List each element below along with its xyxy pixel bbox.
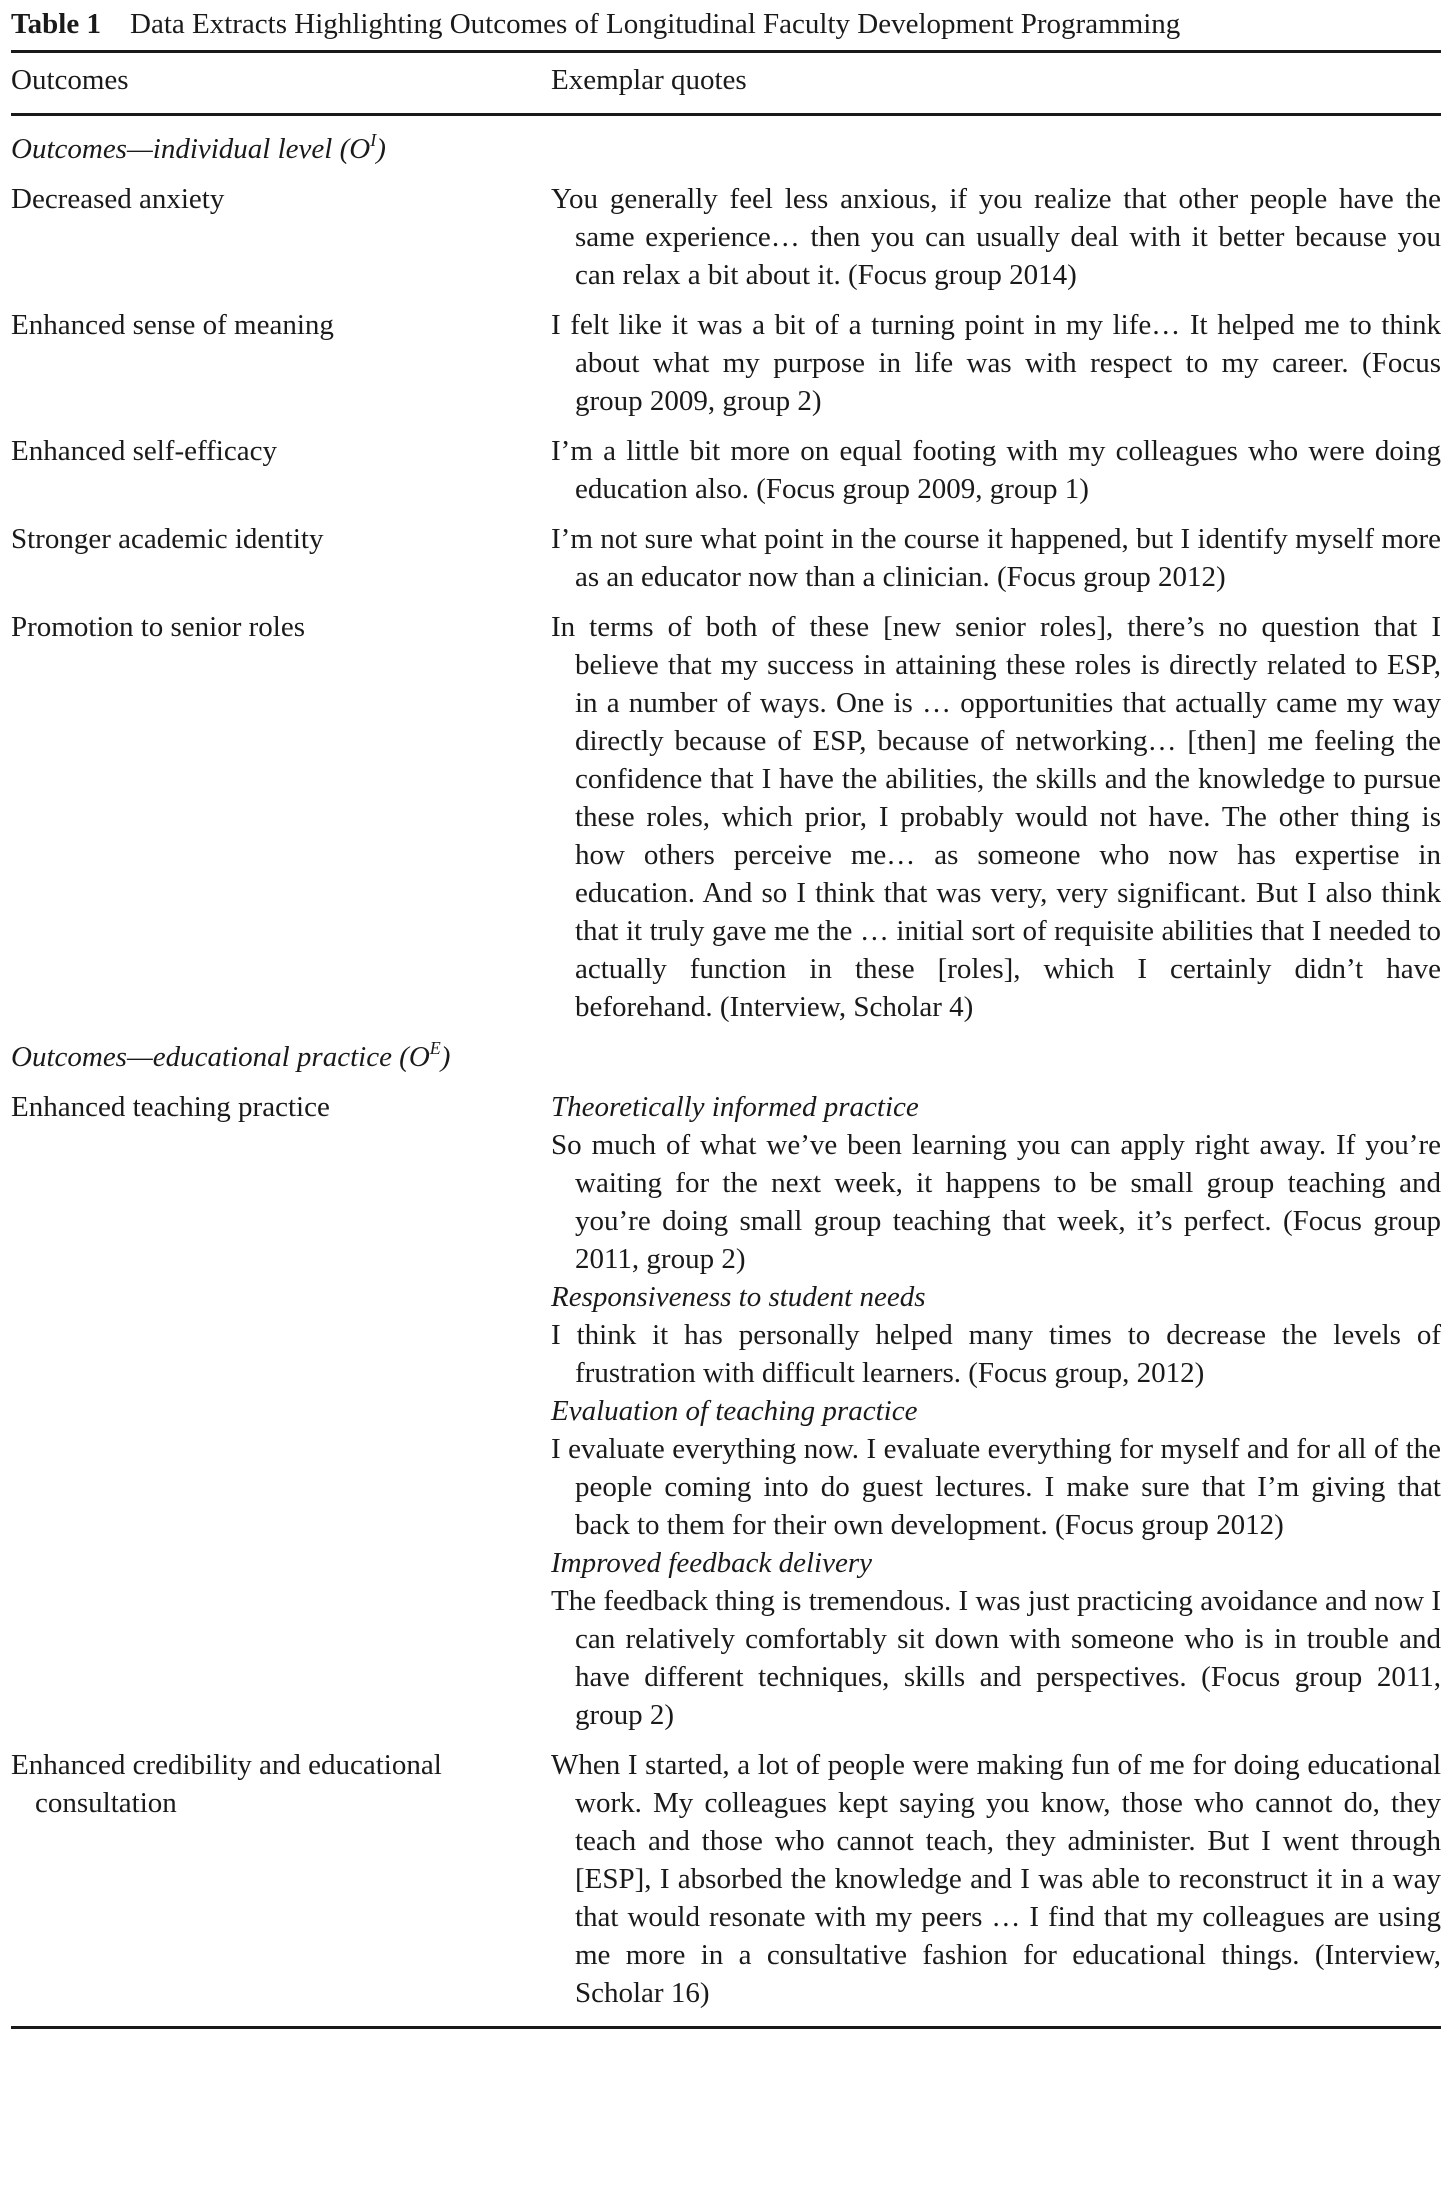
section-title xyxy=(11,130,1451,180)
outcome-cell: Enhanced sense of meaning xyxy=(11,309,334,341)
header-exemplar-quotes: Exemplar quotes xyxy=(551,64,747,96)
exemplar-quote: You generally feel less anxious, if you realize that other people have the same experience… then you can usually deal with it better because you can relax a bit about it. (Focus group 2014) xyxy=(551,183,1441,291)
table-bottom-rule xyxy=(11,2026,1441,2029)
exemplar-quote: I’m a little bit more on equal footing with my colleagues who were doing education also. (Focus group 2009, group 1) xyxy=(551,435,1441,505)
section-title-superscript: E xyxy=(429,1038,441,1058)
exemplar-quote: I evaluate everything now. I evaluate everything for myself and for all of the people coming into do guest lectures. I make sure that I’m giving that back to them for their own development. (Focus group 2012) xyxy=(551,1433,1441,1541)
outcome-cell: Enhanced teaching practice xyxy=(11,1091,330,1123)
outcome-cell: Promotion to senior roles xyxy=(11,611,306,643)
quote-cell xyxy=(551,306,1441,420)
exemplar-quote: I felt like it was a bit of a turning point in my life… It helped me to think about what my purpose in life was with respect to my career. (Focus group 2009, group 2) xyxy=(551,309,1441,417)
section-title-text: Outcomes—educational practice (O xyxy=(11,1041,430,1073)
table-body xyxy=(11,116,1451,2012)
table-row xyxy=(11,1746,1451,2012)
quote-cell xyxy=(551,520,1441,596)
table-row xyxy=(11,180,1451,294)
quote-cell xyxy=(551,432,1441,508)
quote-subheading: Theoretically informed practice xyxy=(551,1091,919,1123)
header-outcomes: Outcomes xyxy=(11,64,129,96)
quote-cell xyxy=(551,608,1441,1026)
exemplar-quote: The feedback thing is tremendous. I was just practicing avoidance and now I can relatively comfortably sit down with someone who is in trouble and have different techniques, skills and perspectives. (Focus group 2011, group 2) xyxy=(551,1585,1441,1731)
table-row xyxy=(11,520,1451,596)
section-title xyxy=(11,1038,1451,1088)
outcome-cell: Decreased anxiety xyxy=(11,183,225,215)
section-title-end: ) xyxy=(440,1041,451,1073)
quote-cell xyxy=(551,180,1441,294)
quote-cell xyxy=(551,1088,1441,1734)
section-title-end: ) xyxy=(376,133,386,165)
quote-subheading: Evaluation of teaching practice xyxy=(551,1395,918,1427)
quote-cell xyxy=(551,1746,1441,2012)
table-row xyxy=(11,306,1451,420)
exemplar-quote: When I started, a lot of people were making fun of me for doing educational work. My colleagues kept saying you know, those who cannot do, they teach and those who cannot teach, they administer. But I went through [ESP], I absorbed the knowledge and I was able to reconstruct it in a way that would resonate with my peers … I find that my colleagues are using me more in a consultative fashion for educational things. (Interview, Scholar 16) xyxy=(551,1749,1441,2009)
section-title-superscript: I xyxy=(370,130,377,150)
outcome-cell: Stronger academic identity xyxy=(11,523,324,555)
outcome-cell: Enhanced self-efficacy xyxy=(11,435,277,467)
quote-subheading: Improved feedback delivery xyxy=(551,1547,872,1579)
table-caption xyxy=(11,6,1451,50)
outcome-cell: Enhanced credibility and educational consultation xyxy=(11,1749,442,1819)
exemplar-quote: In terms of both of these [new senior roles], there’s no question that I believe that my success in attaining these roles is directly related to ESP, in a number of ways. One is … opportunities that actually came my way directly because of ESP, because of networking… [then] me feeling the confidence that I have the abilities, the skills and the knowledge to pursue these roles, which prior, I probably would not have. The other thing is how others perceive me… as someone who now has expertise in education. And so I think that was very, very significant. But I also think that it truly gave me the … initial sort of requisite abilities that I needed to actually function in these [roles], which I certainly didn’t have beforehand. (Interview, Scholar 4) xyxy=(551,611,1441,1023)
section-title-text: Outcomes—individual level (O xyxy=(11,133,371,165)
document-page xyxy=(11,0,1451,2029)
table-row xyxy=(11,1088,1451,1734)
exemplar-quote: So much of what we’ve been learning you can apply right away. If you’re waiting for the next week, it happens to be small group teaching and you’re doing small group teaching that week, it’s perfect. (Focus group 2011, group 2) xyxy=(551,1129,1441,1275)
table-label: Table 1 xyxy=(11,8,101,40)
table-row xyxy=(11,608,1451,1026)
table-row xyxy=(11,432,1451,508)
caption-spacer xyxy=(108,8,123,40)
table-title: Data Extracts Highlighting Outcomes of Longitudinal Faculty Development Programming xyxy=(130,8,1181,40)
quote-subheading: Responsiveness to student needs xyxy=(551,1281,926,1313)
table-header-row xyxy=(11,53,1451,113)
exemplar-quote: I’m not sure what point in the course it happened, but I identify myself more as an educator now than a clinician. (Focus group 2012) xyxy=(551,523,1441,593)
exemplar-quote: I think it has personally helped many times to decrease the levels of frustration with difficult learners. (Focus group, 2012) xyxy=(551,1319,1441,1389)
